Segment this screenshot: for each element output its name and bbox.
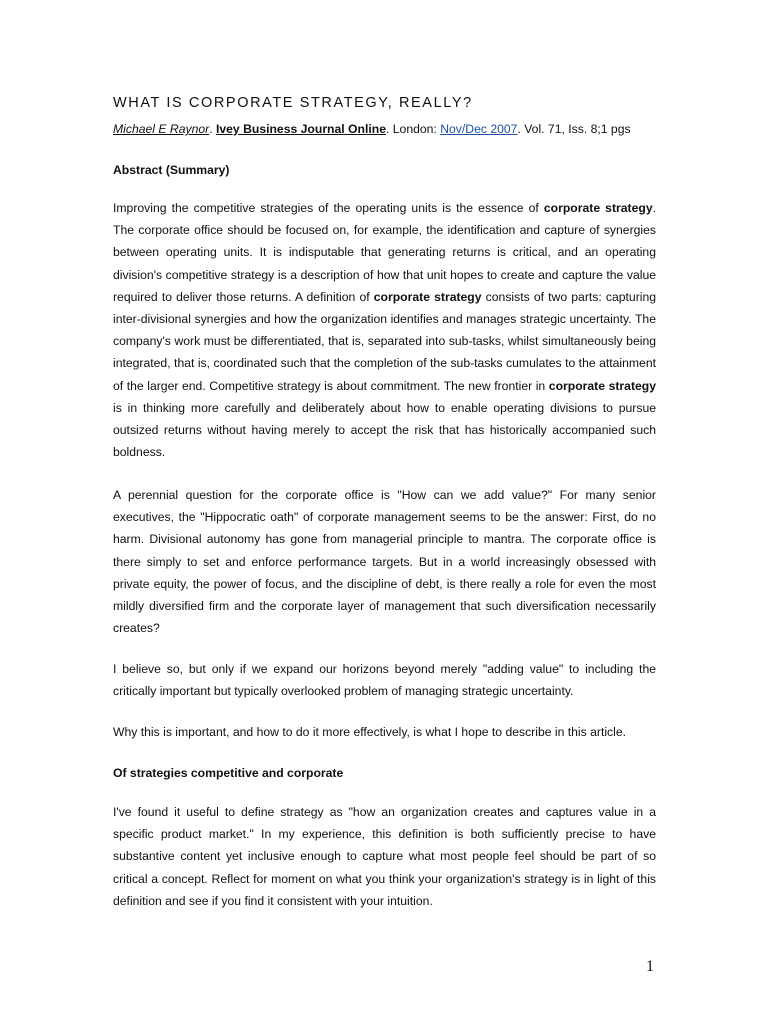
para1-text-1: Improving the competitive strategies of the operating units is the essence of xyxy=(113,201,544,215)
para1-text-4: is in thinking more carefully and deliberately about how to enable operating divisions to pursue outsized returns without having merely to accept the risk that has historically accompanied such boldness. xyxy=(113,400,656,460)
citation-place: . London: xyxy=(385,122,441,136)
citation-details: . Vol. 71, Iss. 8;1 pgs xyxy=(517,122,631,136)
abstract-paragraph-4: Why this is important, and how to do it more effectively, is what I hope to describe in this article. xyxy=(113,725,627,739)
para1-bold-3: corporate strategy xyxy=(548,378,657,393)
author-link[interactable]: Michael E Raynor xyxy=(113,122,210,136)
issue-date-link[interactable]: Nov/Dec 2007 xyxy=(440,122,518,136)
journal-link[interactable]: Ivey Business Journal Online xyxy=(215,122,386,136)
para1-bold-2: corporate strategy xyxy=(373,289,482,304)
section-heading: Of strategies competitive and corporate xyxy=(113,766,344,780)
para1-text-3: consists of two parts: capturing inter-divisional synergies and how the organization identifies and manages strategic uncertainty. The company's work must be differentiated, that is, separated into sub-tasks, whilst simultaneously being integrated, that is, coordinated such that the completion of the sub-tasks cumulates to the attainment of the larger end. Competitive strategy is about commitment. The new frontier in xyxy=(113,289,657,393)
para1-bold-1: corporate strategy xyxy=(543,201,653,215)
page-number: 1 xyxy=(646,958,654,975)
citation-line xyxy=(113,122,631,136)
section-paragraph-1: I've found it useful to define strategy as "how an organization creates and captures value in a specific product market." In my experience, this definition is both sufficiently precise to have substantive content yet inclusive enough to capture what most people feel should be part of so critical a concept. Reflect for moment on what you think your organization's strategy is in light of this definition and see if you find it consistent with your intuition. xyxy=(113,805,656,908)
abstract-heading: Abstract (Summary) xyxy=(113,163,230,177)
citation-separator: . xyxy=(209,122,216,136)
article-title: WHAT IS CORPORATE STRATEGY, REALLY? xyxy=(113,95,473,111)
abstract-paragraph-1 xyxy=(113,197,656,463)
para1-text-2: . The corporate office should be focused on, for example, the identification and capture of synergies between operating units. It is indisputable that generating returns is critical, and an operating division's competitive strategy is a description of how that unit hopes to create and capture the value required to deliver those returns. A definition of xyxy=(113,201,656,304)
abstract-paragraph-3: I believe so, but only if we expand our horizons beyond merely "adding value" to including the critically important but typically overlooked problem of managing strategic uncertainty. xyxy=(113,662,656,699)
abstract-paragraph-2: A perennial question for the corporate office is "How can we add value?" For many senior executives, the "Hippocratic oath" of corporate management seems to be the answer: First, do no harm. Divisional autonomy has gone from managerial principle to mantra. The corporate office is there simply to set and enforce performance targets. But in a world increasingly obsessed with private equity, the power of focus, and the discipline of debt, is there really a role for even the most mildly diversified firm and the corporate layer of management that such diversification necessarily creates? xyxy=(113,488,656,636)
